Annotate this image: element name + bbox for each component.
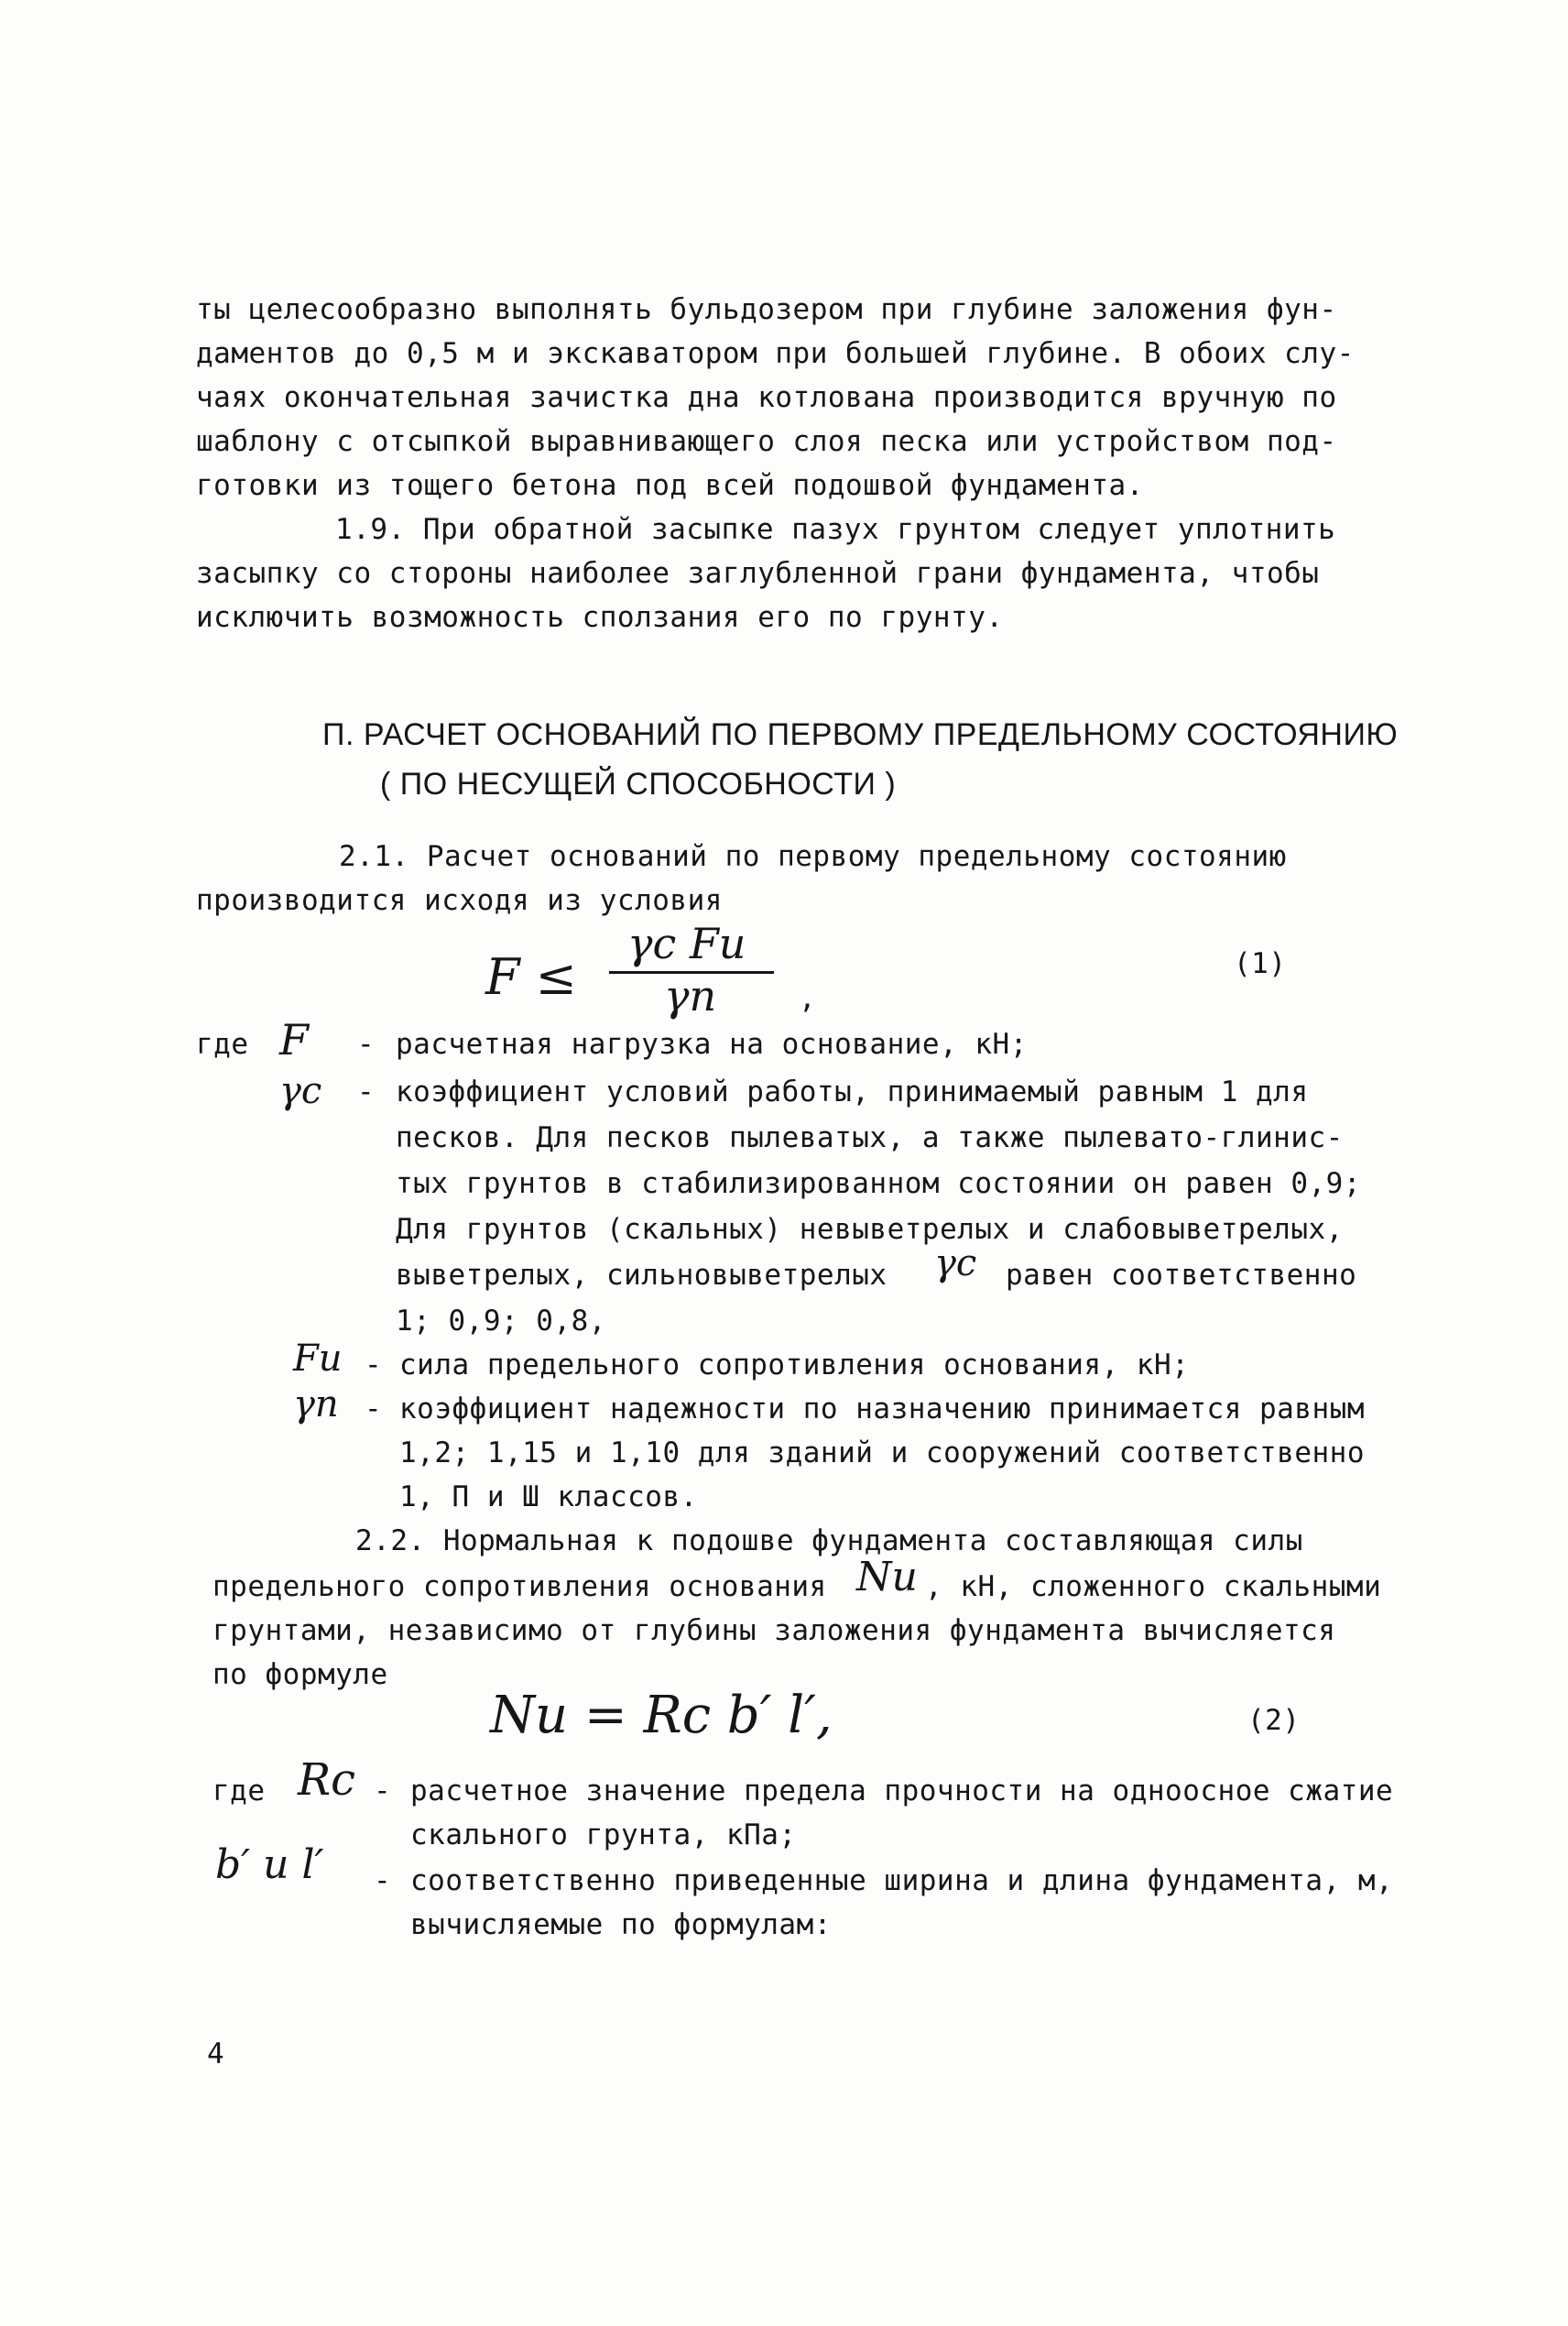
text-line: 1.9. При обратной засыпке пазух грунтом следует уплотнить — [335, 513, 1336, 546]
text-line: предельного сопротивления основания — [212, 1570, 827, 1603]
page-number: 4 — [207, 2037, 225, 2070]
formula-comma: , — [799, 982, 817, 1015]
text-line: производится исходя из условия — [196, 884, 723, 917]
text-line: засыпку со стороны наиболее заглубленной грани фундамента, чтобы — [196, 557, 1320, 590]
formula-number: (1) — [1234, 947, 1287, 980]
heading-line-1: П. РАСЧЕТ ОСНОВАНИЙ ПО ПЕРВОМУ ПРЕДЕЛЬНОМУ СОСТОЯНИЮ — [322, 717, 1399, 752]
definition-line: соответственно приведенные ширина и длина фундамента, м, — [410, 1864, 1394, 1897]
definition-line: тых грунтов в стабилизированном состоянии он равен 0,9; — [396, 1167, 1361, 1200]
definition-line: расчетное значение предела прочности на одноосное сжатие — [410, 1775, 1394, 1807]
symbol-Rc: Rc — [298, 1754, 356, 1806]
text-line: исключить возможность сползания его по грунту. — [196, 601, 1004, 634]
definition-line: равен соответственно — [1006, 1259, 1357, 1292]
dash: - — [374, 1775, 392, 1807]
dash: - — [374, 1864, 392, 1897]
dash: - — [357, 1076, 376, 1108]
formula-lhs: F ≤ — [485, 948, 577, 1006]
formula-numerator: γc Fu — [627, 919, 746, 968]
symbol-gamma-n: γn — [293, 1383, 339, 1425]
symbol-gamma-c: γc — [279, 1070, 322, 1112]
definition-line: скального грунта, кПа; — [410, 1818, 797, 1851]
definition-line: выветрелых, сильновыветрелых — [396, 1259, 887, 1292]
text-line: шаблону с отсыпкой выравнивающего слоя песка или устройством под- — [196, 425, 1337, 458]
definition-line: сила предельного сопротивления основания, кН; — [399, 1349, 1190, 1381]
dash: - — [365, 1349, 383, 1381]
text-line: по формуле — [212, 1658, 388, 1691]
definition-line: коэффициент условий работы, принимаемый равным 1 для — [396, 1076, 1309, 1108]
dash: - — [357, 1028, 376, 1061]
definition-line: 1,2; 1,15 и 1,10 для зданий и сооружений соответственно — [399, 1436, 1365, 1469]
text-line: , кН, сложенного скальными — [925, 1570, 1382, 1603]
symbol-b-and-l: b′ и l′ — [215, 1841, 324, 1888]
definition-line: 1, П и Ш классов. — [399, 1480, 698, 1513]
dash: - — [365, 1392, 383, 1425]
formula-expression: Nu = Rc b′ l′, — [490, 1686, 833, 1745]
symbol-Fu: Fu — [293, 1338, 343, 1380]
definition-line: вычисляемые по формулам: — [410, 1908, 832, 1941]
text-line: готовки из тощего бетона под всей подошвой фундамента. — [196, 469, 1144, 502]
definition-line: 1; 0,9; 0,8, — [396, 1305, 606, 1338]
formula-denominator: γn — [664, 971, 717, 1021]
symbol-F: F — [279, 1015, 309, 1065]
where-label: где — [212, 1775, 266, 1807]
definition-line: Для грунтов (скальных) невыветрелых и слабовыветрелых, — [396, 1213, 1344, 1246]
text-line: чаях окончательная зачистка дна котлована производится вручную по — [196, 381, 1337, 414]
text-line: грунтами, независимо от глубины заложения фундамента вычисляется — [212, 1614, 1336, 1647]
text-line: 2.2. Нормальная к подошве фундамента составляющая силы — [355, 1524, 1303, 1557]
text-line: даментов до 0,5 м и экскаватором при большей глубине. В обоих слу- — [196, 337, 1355, 370]
heading-line-2: ( ПО НЕСУЩЕЙ СПОСОБНОСТИ ) — [380, 767, 897, 802]
text-line: 2.1. Расчет оснований по первому предельному состоянию — [339, 840, 1287, 873]
inline-symbol-Nu: Nu — [856, 1554, 918, 1600]
definition-line: песков. Для песков пылеватых, а также пылевато-глинис- — [396, 1121, 1344, 1154]
text-line: ты целесообразно выполнять бульдозером при глубине заложения фун- — [196, 293, 1337, 326]
definition-line: расчетная нагрузка на основание, кН; — [396, 1028, 1028, 1061]
inline-symbol-gamma-c: γc — [934, 1242, 977, 1284]
formula-number: (2) — [1247, 1704, 1301, 1737]
definition-line: коэффициент надежности по назначению принимается равным — [399, 1392, 1365, 1425]
where-label: где — [196, 1028, 249, 1061]
